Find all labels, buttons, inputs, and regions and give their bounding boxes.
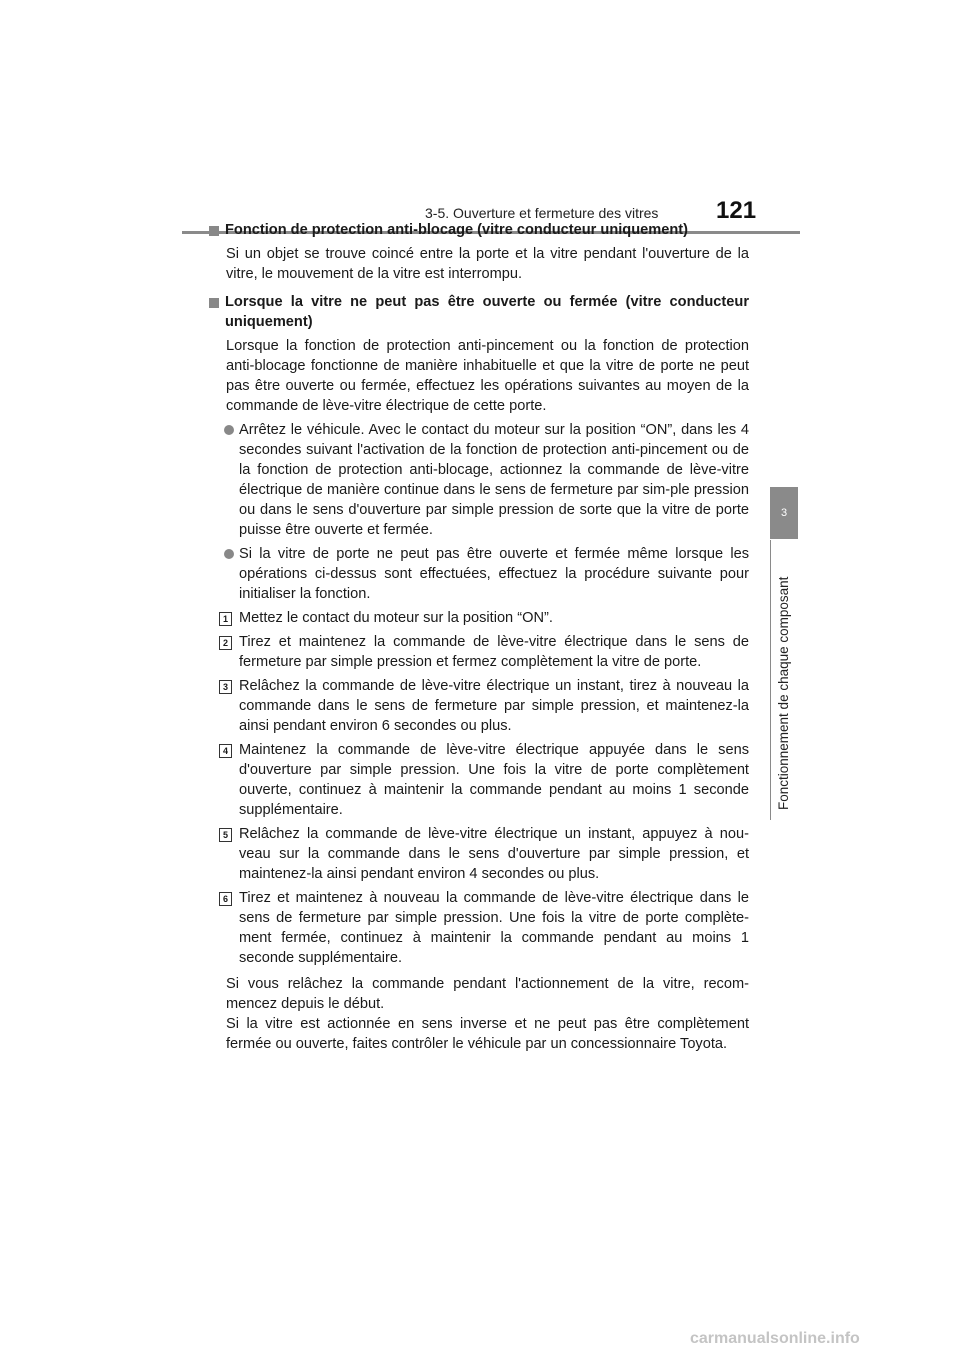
step-number: 5	[219, 828, 232, 842]
bullet-item: Arrêtez le véhicule. Avec le contact du moteur sur la position “ON”, dans les 4 secondes suivant l'activation de la fonction de protection anti-pincement ou de la fonction de protection anti-blocage, actionnez la commande de lève-vitre électrique de manière continue dans le sens de fermeture par sim-ple pression ou dans le sens d'ouverture par simple pression de sorte que la vitre de porte puisse être ouverte et fermée.	[209, 420, 749, 540]
square-bullet-icon	[209, 298, 219, 308]
step-number: 4	[219, 744, 232, 758]
section-heading: Lorsque la vitre ne peut pas être ouverte ou fermée (vitre conducteur uniquement)	[209, 292, 749, 332]
step-number: 1	[219, 612, 232, 626]
step-item: 5 Relâchez la commande de lève-vitre électrique un instant, appuyez à nou-veau sur la commande dans le sens d'ouverture par simple pression, et maintenez-la ainsi pendant environ 4 secondes ou plus.	[209, 824, 749, 884]
step-number: 3	[219, 680, 232, 694]
step-item: 2 Tirez et maintenez la commande de lève-vitre électrique dans le sens de fermeture par simple pression et fermez complètement la vitre de porte.	[209, 632, 749, 672]
step-item: 6 Tirez et maintenez à nouveau la commande de lève-vitre électrique dans le sens de fermeture par simple pression. Une fois la vitre de porte complète-ment fermée, continuez à maintenir la commande pendant au moins 1 seconde supplémentaire.	[209, 888, 749, 968]
step-item: 3 Relâchez la commande de lève-vitre électrique un instant, tirez à nouveau la commande dans le sens de fermeture par simple pression, et maintenez-la ainsi pendant environ 6 secondes ou plus.	[209, 676, 749, 736]
page-number: 121	[716, 197, 757, 224]
section-title: 3-5. Ouverture et fermeture des vitres	[425, 205, 659, 221]
paragraph: Lorsque la fonction de protection anti-pincement ou la fonction de protection anti-blocage fonctionne de manière inhabituelle et que la vitre de porte ne peut pas être ouverte ou fermée, effectuez les opérations suivantes au moyen de la commande de lève-vitre électrique de cette porte.	[226, 338, 749, 414]
paragraph: Si un objet se trouve coincé entre la porte et la vitre pendant l'ouverture de la vitre, le mouvement de la vitre est interrompu.	[226, 246, 749, 282]
step-item: 4 Maintenez la commande de lève-vitre électrique appuyée dans le sens d'ouverture par simple pression. Une fois la vitre de porte complètement ouverte, continuez à maintenir la commande pendant au moins 1 seconde supplémentaire.	[209, 740, 749, 820]
step-number: 2	[219, 636, 232, 650]
chapter-number: 3	[780, 507, 788, 519]
section-heading: Fonction de protection anti-blocage (vitre conducteur uniquement)	[209, 220, 749, 240]
step-item: 1 Mettez le contact du moteur sur la position “ON”.	[209, 608, 749, 628]
step-number: 6	[219, 892, 232, 906]
page-content	[209, 212, 749, 1054]
bullet-item: Si la vitre de porte ne peut pas être ouverte et fermée même lorsque les opérations ci-dessus sont effectuées, effectuez la procédure suivante pour initialiser la fonction.	[209, 544, 749, 604]
chapter-tab	[770, 487, 798, 539]
square-bullet-icon	[209, 226, 219, 236]
note-paragraph: Si vous relâchez la commande pendant l'actionnement de la vitre, recom-mencez depuis le début. Si la vitre est actionnée en sens inverse et ne peut pas être complètement fermée ou ouverte, faites contrôler le véhicule par un concessionnaire Toyota.	[226, 976, 749, 1052]
round-bullet-icon	[224, 425, 234, 435]
round-bullet-icon	[224, 549, 234, 559]
chapter-label: Fonctionnement de chaque composant	[776, 576, 791, 810]
watermark: carmanualsonline.info	[690, 1330, 860, 1347]
